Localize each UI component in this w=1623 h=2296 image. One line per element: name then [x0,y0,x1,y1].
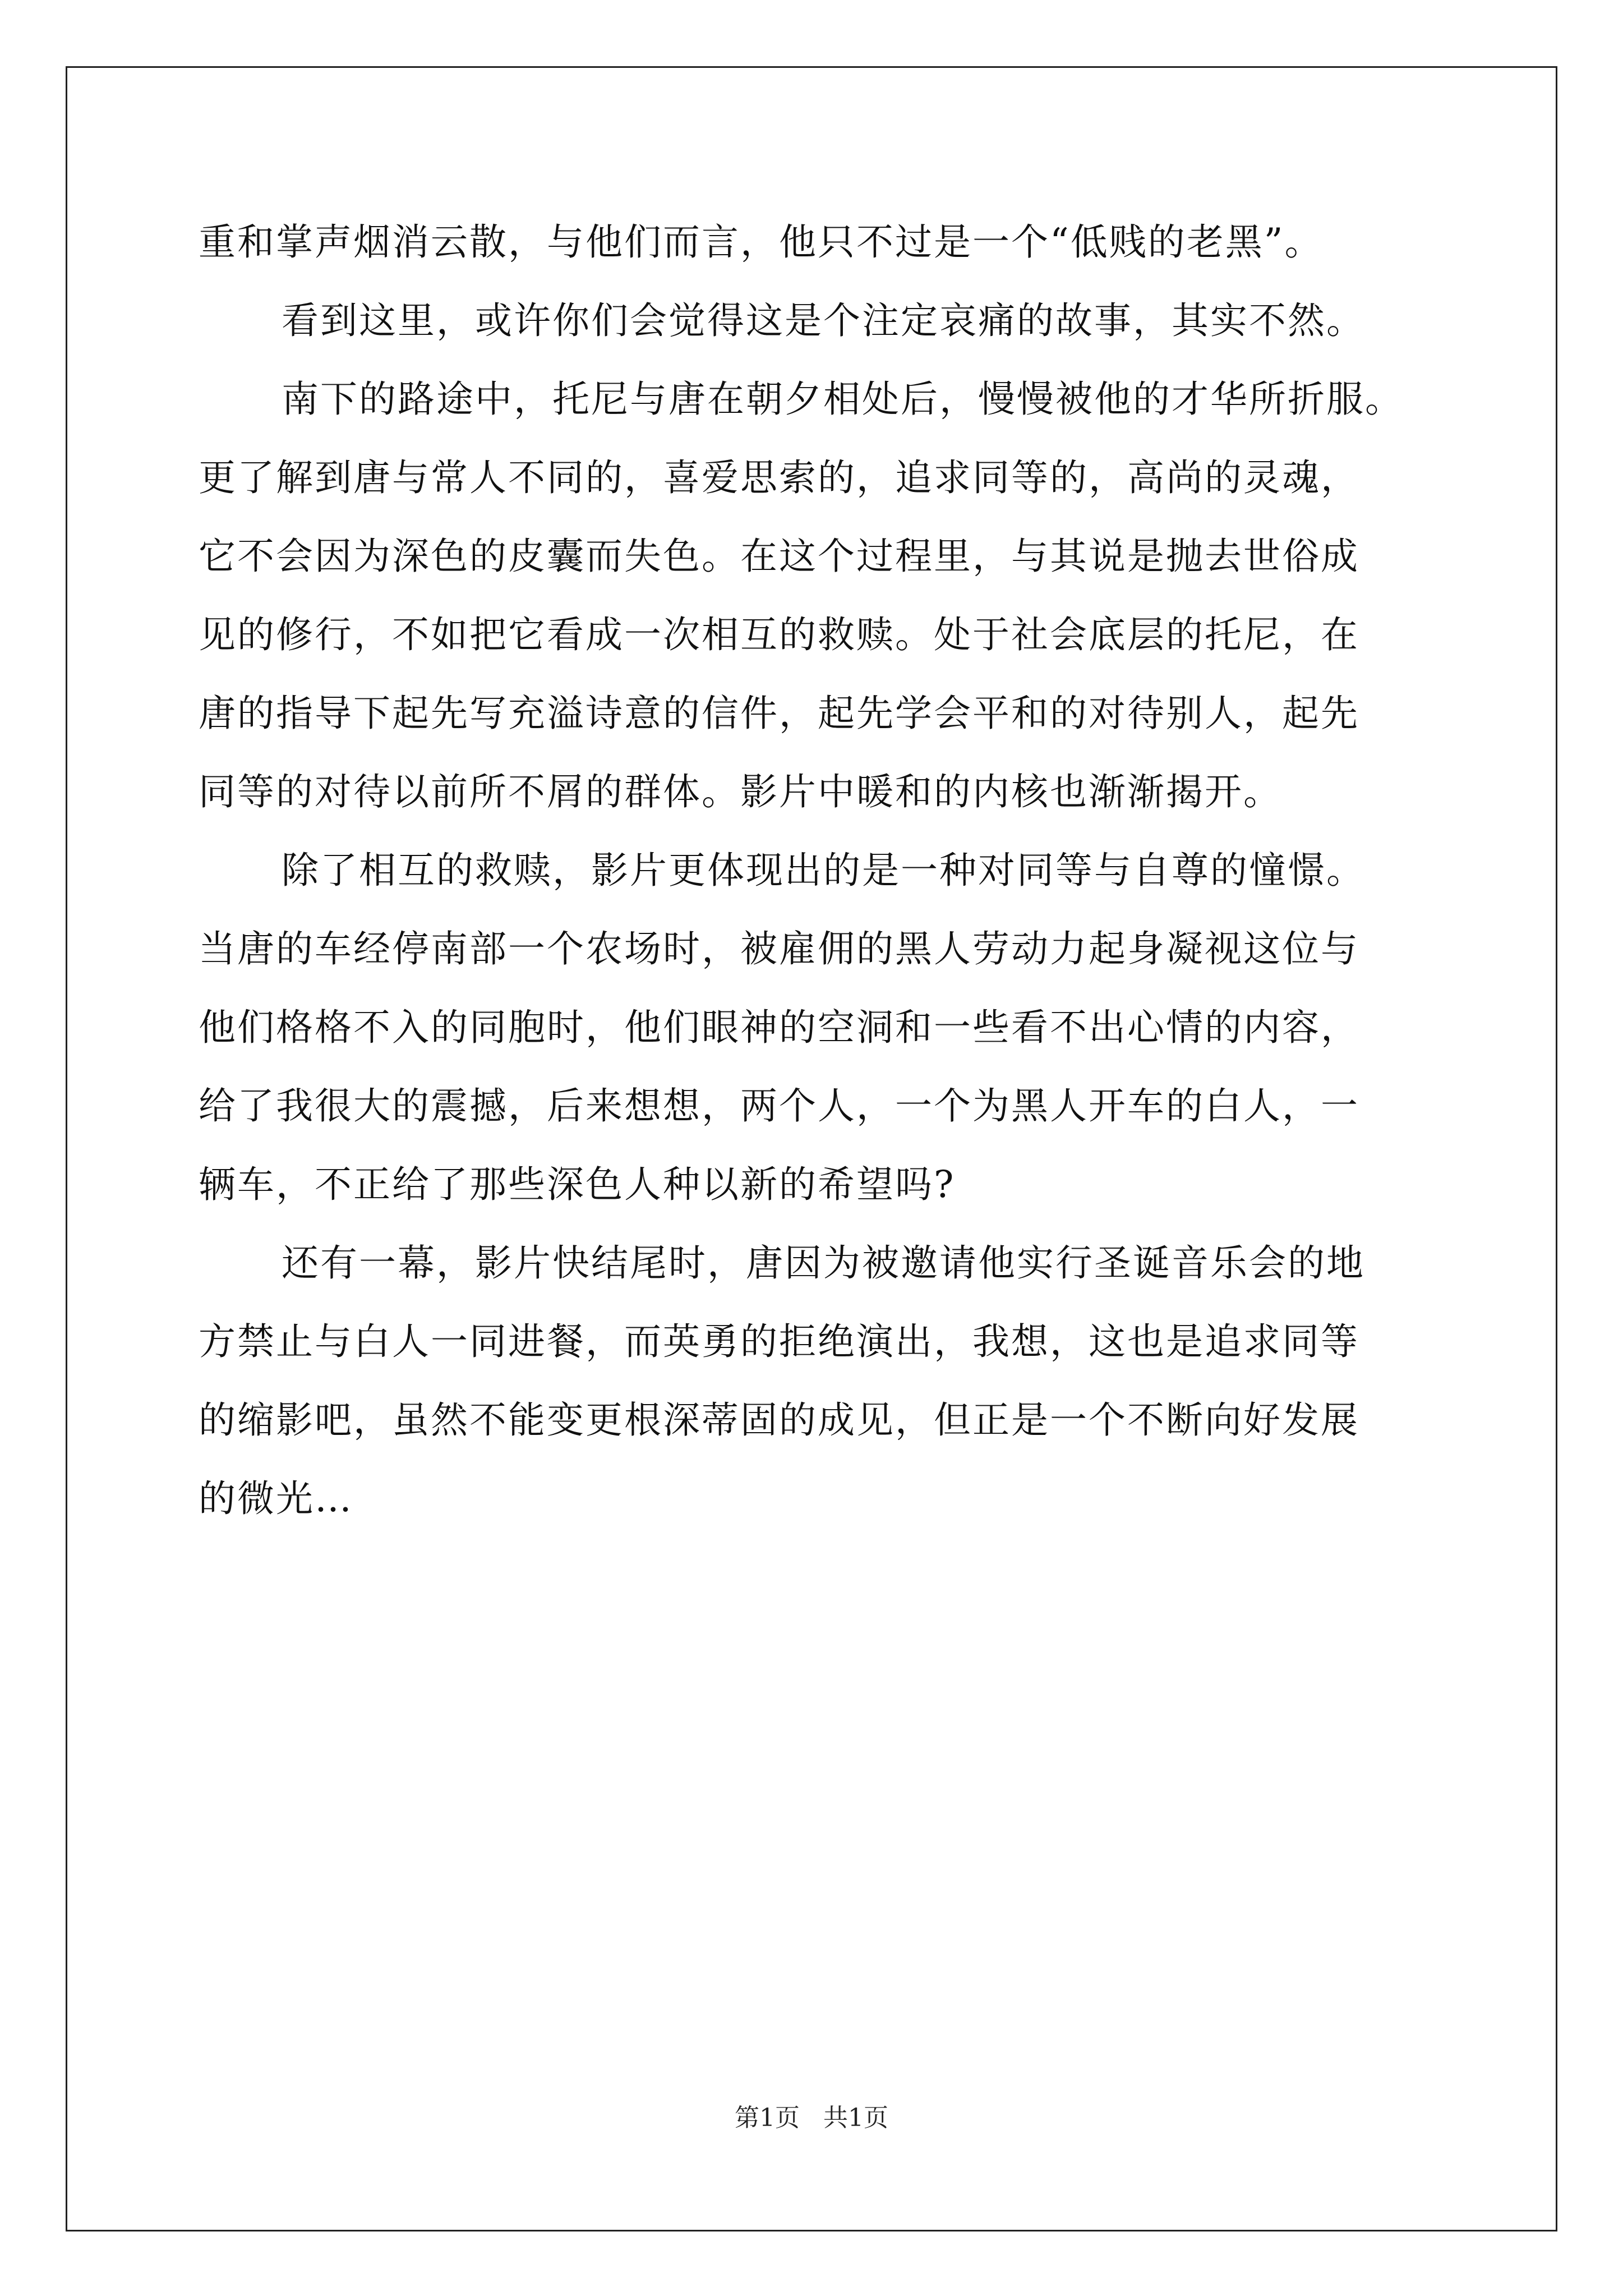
paragraph-start-line: 看到这里，或许你们会觉得这是个注定哀痛的故事，其实不然。 [282,299,1365,342]
text-line: 给了我很大的震撼，后来想想，两个人，一个为黑人开车的白人，一 [199,1084,1359,1128]
text-line: 方禁止与白人一同进餐，而英勇的拒绝演出，我想，这也是追求同等 [199,1320,1359,1363]
text-line: 唐的指导下起先写充溢诗意的信件，起先学会平和的对待别人，起先 [199,692,1359,735]
paragraph-start-line: 除了相互的救赎，影片更体现出的是一种对同等与自尊的憧憬。 [282,849,1365,892]
text-line: 的微光… [199,1477,353,1520]
text-line: 他们格格不入的同胞时，他们眼神的空洞和一些看不出心情的内容， [199,1006,1359,1049]
text-line: 的缩影吧，虽然不能变更根深蒂固的成见，但正是一个不断向好发展 [199,1398,1359,1442]
paragraph-start-line: 南下的路途中，托尼与唐在朝夕相处后，慢慢被他的才华所折服。 [282,378,1404,421]
paragraph-start-line: 还有一幕，影片快结尾时，唐因为被邀请他实行圣诞音乐会的地 [282,1241,1365,1285]
text-line: 当唐的车经停南部一个农场时，被雇佣的黑人劳动力起身凝视这位与 [199,927,1359,970]
text-line: 同等的对待以前所不屑的群体。影片中暖和的内核也渐渐揭开。 [199,770,1282,813]
page-number-footer: 第1页 共1页 [735,2104,888,2132]
text-line: 重和掌声烟消云散，与他们而言，他只不过是一个“低贱的老黑”。 [199,220,1324,264]
text-line: 见的修行，不如把它看成一次相互的救赎。处于社会底层的托尼，在 [199,613,1359,656]
text-line: 辆车，不正给了那些深色人种以新的希望吗? [199,1163,956,1206]
text-line: 更了解到唐与常人不同的，喜爱思索的，追求同等的，高尚的灵魂， [199,456,1359,499]
text-line: 它不会因为深色的皮囊而失色。在这个过程里，与其说是抛去世俗成 [199,535,1359,578]
